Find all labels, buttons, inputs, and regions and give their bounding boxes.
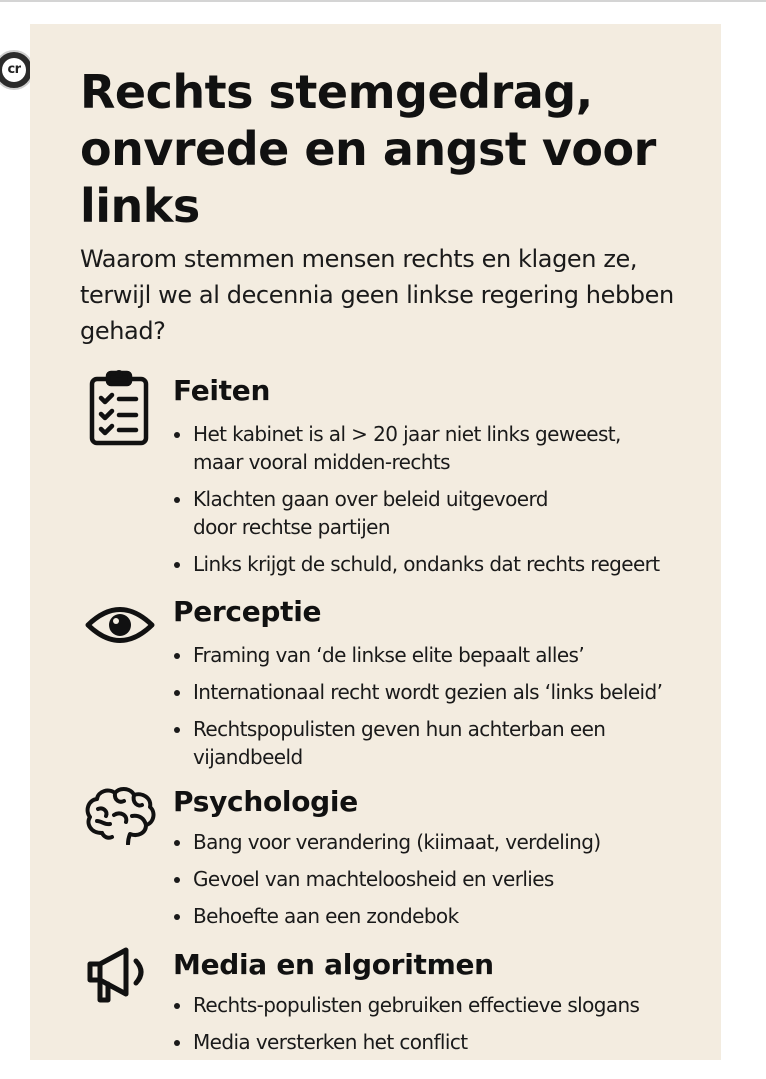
list-item: Gevoel van machteloosheid en verlies <box>173 865 713 893</box>
list-item: Bang voor verandering (kiimaat, verdeling) <box>173 828 713 856</box>
brain-icon <box>84 787 158 845</box>
page-title: Rechts stemgedrag, onvrede en angst voor links <box>80 65 656 233</box>
section-list-psychologie <box>173 828 713 939</box>
top-divider <box>0 0 766 2</box>
list-item: Media versterken het conflict <box>173 1028 713 1056</box>
cr-badge-icon[interactable] <box>0 50 34 90</box>
eye-icon <box>84 600 156 650</box>
list-item: Het kabinet is al > 20 jaar niet links geweest, maar vooral midden-rechts <box>173 420 648 476</box>
section-list-feiten <box>173 420 713 587</box>
section-title-perceptie: Perceptie <box>173 595 322 628</box>
section-title-media: Media en algoritmen <box>173 948 494 981</box>
list-item: Klachten gaan over beleid uitgevoerd door rechtse partijen <box>173 485 593 541</box>
list-item: Internationaal recht wordt gezien als ‘links beleid’ <box>173 678 713 706</box>
list-item: Behoefte aan een zondebok <box>173 902 713 930</box>
section-title-psychologie: Psychologie <box>173 785 358 818</box>
clipboard-checklist-icon <box>88 370 152 448</box>
section-list-media <box>173 991 713 1065</box>
list-item: Links krijgt de schuld, ondanks dat rechts regeert <box>173 550 713 578</box>
section-list-perceptie <box>173 641 713 780</box>
page-subtitle: Waarom stemmen mensen rechts en klagen ze, terwijl we al decennia geen linkse regering hebben gehad? <box>80 245 674 345</box>
list-item: Rechtspopulisten geven hun achterban een vijandbeeld <box>173 715 643 771</box>
badge-label: cr <box>2 58 26 82</box>
list-item: Rechts-populisten gebruiken effectieve slogans <box>173 991 713 1019</box>
list-item: Framing van ‘de linkse elite bepaalt alles’ <box>173 641 713 669</box>
section-title-feiten: Feiten <box>173 374 271 407</box>
megaphone-icon <box>84 947 154 1005</box>
